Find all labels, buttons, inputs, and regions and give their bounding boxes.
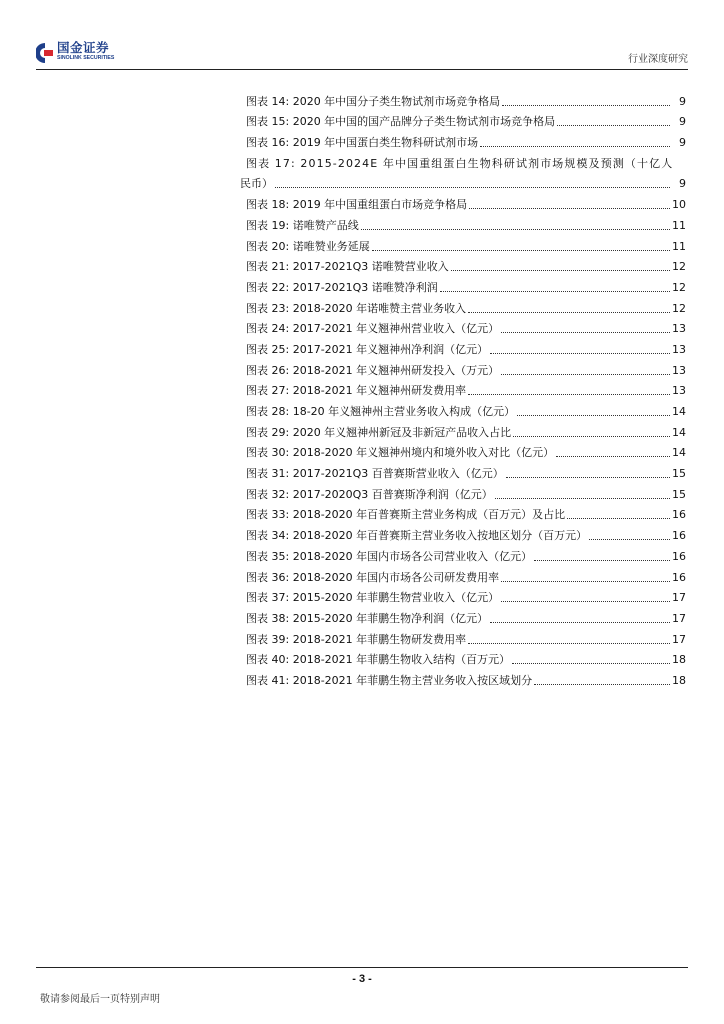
toc-entry-title: 图表 30: 2018-2020 年义翘神州境内和境外收入对比（亿元） bbox=[246, 446, 555, 460]
toc-entry[interactable] bbox=[246, 419, 686, 440]
toc-leader-dots bbox=[490, 353, 670, 354]
toc-leader-dots bbox=[501, 374, 670, 375]
page-number: - 3 - bbox=[352, 973, 372, 985]
toc-entry[interactable] bbox=[246, 274, 686, 295]
toc-entry-page: 18 bbox=[672, 673, 686, 687]
toc-entry-title: 图表 41: 2018-2021 年菲鹏生物主营业务收入按区域划分 bbox=[246, 673, 533, 687]
toc-entry-title: 图表 28: 18-20 年义翘神州主营业务收入构成（亿元） bbox=[246, 405, 516, 418]
toc-entry-title: 图表 31: 2017-2021Q3 百普赛斯营业收入（亿元） bbox=[246, 467, 504, 481]
toc-entry[interactable] bbox=[246, 647, 686, 668]
toc-leader-dots bbox=[275, 187, 670, 188]
toc-entry[interactable] bbox=[246, 88, 686, 109]
toc-leader-dots bbox=[557, 125, 670, 126]
toc-entry[interactable] bbox=[246, 233, 686, 254]
toc-entry[interactable] bbox=[246, 667, 686, 688]
toc-entry-page: 15 bbox=[672, 467, 686, 481]
toc-entry-continuation[interactable] bbox=[240, 171, 686, 192]
toc-entry-title: 图表 32: 2017-2020Q3 百普赛斯净利润（亿元） bbox=[246, 487, 493, 501]
toc-entry-page: 9 bbox=[679, 94, 686, 108]
toc-entry-page: 17 bbox=[672, 632, 686, 646]
toc-entry-title: 图表 39: 2018-2021 年菲鹏生物研发费用率 bbox=[246, 632, 467, 646]
toc-leader-dots bbox=[451, 270, 670, 271]
toc-entry[interactable] bbox=[246, 502, 686, 523]
toc-entry-page: 10 bbox=[672, 198, 686, 212]
toc-entry-title: 图表 20: 诺唯赞业务延展 bbox=[246, 239, 370, 253]
toc-leader-dots bbox=[556, 456, 670, 457]
toc-leader-dots bbox=[517, 415, 670, 416]
toc-entry-page: 16 bbox=[672, 529, 686, 543]
toc-entry[interactable] bbox=[246, 481, 686, 502]
toc-leader-dots bbox=[534, 560, 670, 561]
toc-entry-page: 16 bbox=[672, 570, 686, 584]
toc-entry-title: 图表 29: 2020 年义翘神州新冠及非新冠产品收入占比 bbox=[246, 425, 512, 439]
toc-entry-page: 12 bbox=[672, 301, 686, 315]
toc-entry[interactable] bbox=[246, 316, 686, 337]
toc-entry-title: 图表 18: 2019 年中国重组蛋白市场竞争格局 bbox=[246, 198, 468, 212]
toc-entry-page: 14 bbox=[672, 446, 686, 460]
toc-entry-page: 15 bbox=[672, 487, 686, 501]
toc-entry-page: 13 bbox=[672, 322, 686, 336]
toc-entry-title: 图表 33: 2018-2020 年百普赛斯主营业务构成（百万元）及占比 bbox=[246, 508, 566, 522]
toc-entry-page: 9 bbox=[679, 177, 686, 191]
toc-leader-dots bbox=[501, 601, 670, 602]
figure-list bbox=[240, 88, 686, 688]
toc-entry-title: 图表 17: 2015-2024E 年中国重组蛋白生物科研试剂市场规模及预测（十亿人 bbox=[246, 156, 674, 170]
toc-leader-dots bbox=[512, 663, 670, 664]
toc-leader-dots bbox=[480, 146, 670, 147]
toc-entry-title: 图表 38: 2015-2020 年菲鹏生物净利润（亿元） bbox=[246, 611, 489, 625]
toc-leader-dots bbox=[469, 208, 670, 209]
toc-entry-page: 17 bbox=[672, 591, 686, 605]
toc-entry-page: 13 bbox=[672, 342, 686, 356]
logo-english-name: SINOLINK SECURITIES bbox=[57, 55, 115, 61]
toc-entry-page: 13 bbox=[672, 363, 686, 377]
toc-entry-title: 图表 21: 2017-2021Q3 诺唯赞营业收入 bbox=[246, 260, 449, 274]
toc-leader-dots bbox=[468, 312, 670, 313]
toc-entry-page: 16 bbox=[672, 508, 686, 522]
toc-entry-title: 图表 19: 诺唯赞产品线 bbox=[246, 218, 359, 232]
toc-leader-dots bbox=[372, 250, 670, 251]
toc-leader-dots bbox=[502, 105, 670, 106]
toc-leader-dots bbox=[513, 436, 670, 437]
toc-entry[interactable] bbox=[246, 460, 686, 481]
toc-leader-dots bbox=[506, 477, 670, 478]
toc-entry-page: 11 bbox=[672, 218, 686, 232]
report-type-label: 行业深度研究 bbox=[628, 54, 688, 65]
toc-entry[interactable] bbox=[246, 522, 686, 543]
toc-entry-title: 图表 27: 2018-2021 年义翘神州研发费用率 bbox=[246, 384, 467, 398]
toc-entry[interactable] bbox=[246, 150, 686, 171]
toc-entry-title: 图表 26: 2018-2021 年义翘神州研发投入（万元） bbox=[246, 363, 500, 377]
toc-leader-dots bbox=[589, 539, 670, 540]
toc-entry-title: 图表 37: 2015-2020 年菲鹏生物营业收入（亿元） bbox=[246, 591, 500, 605]
toc-leader-dots bbox=[490, 622, 670, 623]
header-divider bbox=[36, 69, 688, 70]
footer-disclaimer: 敬请参阅最后一页特别声明 bbox=[40, 994, 160, 1005]
toc-leader-dots bbox=[440, 291, 670, 292]
toc-leader-dots bbox=[501, 332, 670, 333]
toc-entry-page: 18 bbox=[672, 653, 686, 667]
footer-divider bbox=[36, 967, 688, 968]
toc-entry[interactable] bbox=[246, 357, 686, 378]
toc-leader-dots bbox=[534, 684, 670, 685]
toc-entry-page: 16 bbox=[672, 549, 686, 563]
toc-entry-title: 图表 24: 2017-2021 年义翘神州营业收入（亿元） bbox=[246, 322, 500, 336]
toc-entry-page: 13 bbox=[672, 384, 686, 398]
toc-leader-dots bbox=[361, 229, 670, 230]
toc-entry-title: 图表 35: 2018-2020 年国内市场各公司营业收入（亿元） bbox=[246, 549, 533, 563]
toc-leader-dots bbox=[501, 581, 670, 582]
toc-entry[interactable] bbox=[246, 626, 686, 647]
toc-entry-title: 图表 34: 2018-2020 年百普赛斯主营业务收入按地区划分（百万元） bbox=[246, 529, 588, 543]
logo-chinese-name: 国金证券 bbox=[57, 40, 110, 55]
toc-entry-title: 图表 16: 2019 年中国蛋白类生物科研试剂市场 bbox=[246, 136, 479, 150]
toc-entry[interactable] bbox=[246, 254, 686, 275]
toc-entry[interactable] bbox=[246, 543, 686, 564]
toc-entry-title: 图表 14: 2020 年中国分子类生物试剂市场竞争格局 bbox=[246, 94, 501, 108]
toc-entry[interactable] bbox=[246, 295, 686, 316]
toc-entry-page: 12 bbox=[672, 280, 686, 294]
toc-entry[interactable] bbox=[246, 564, 686, 585]
toc-leader-dots bbox=[468, 394, 670, 395]
toc-entry[interactable] bbox=[246, 129, 686, 150]
toc-entry-page: 9 bbox=[679, 136, 686, 150]
toc-entry[interactable] bbox=[246, 191, 686, 212]
toc-entry[interactable] bbox=[246, 440, 686, 461]
toc-entry-title: 图表 36: 2018-2020 年国内市场各公司研发费用率 bbox=[246, 570, 500, 584]
toc-entry-page: 14 bbox=[672, 425, 686, 439]
toc-entry[interactable] bbox=[246, 336, 686, 357]
toc-leader-dots bbox=[468, 643, 670, 644]
toc-entry[interactable] bbox=[246, 605, 686, 626]
toc-entry-page: 9 bbox=[679, 115, 686, 129]
toc-entry[interactable] bbox=[246, 398, 686, 419]
toc-leader-dots bbox=[495, 498, 670, 499]
company-logo bbox=[36, 40, 136, 66]
toc-entry-title: 图表 23: 2018-2020 年诺唯赞主营业务收入 bbox=[246, 301, 467, 315]
page-header bbox=[36, 40, 688, 66]
logo-mark-icon bbox=[36, 42, 54, 64]
toc-entry-page: 14 bbox=[672, 405, 686, 418]
toc-entry-page: 11 bbox=[672, 239, 686, 253]
toc-entry[interactable] bbox=[246, 585, 686, 606]
toc-leader-dots bbox=[567, 518, 670, 519]
toc-entry-title-continuation: 民币） bbox=[240, 177, 273, 191]
toc-entry[interactable] bbox=[246, 378, 686, 399]
toc-entry-title: 图表 40: 2018-2021 年菲鹏生物收入结构（百万元） bbox=[246, 653, 511, 667]
toc-entry-title: 图表 22: 2017-2021Q3 诺唯赞净利润 bbox=[246, 280, 438, 294]
toc-entry[interactable] bbox=[246, 212, 686, 233]
toc-entry-title: 图表 25: 2017-2021 年义翘神州净利润（亿元） bbox=[246, 342, 489, 356]
toc-entry-page: 12 bbox=[672, 260, 686, 274]
toc-entry-title: 图表 15: 2020 年中国的国产品牌分子类生物试剂市场竞争格局 bbox=[246, 115, 556, 129]
toc-entry-page: 17 bbox=[672, 611, 686, 625]
toc-entry[interactable] bbox=[246, 109, 686, 130]
